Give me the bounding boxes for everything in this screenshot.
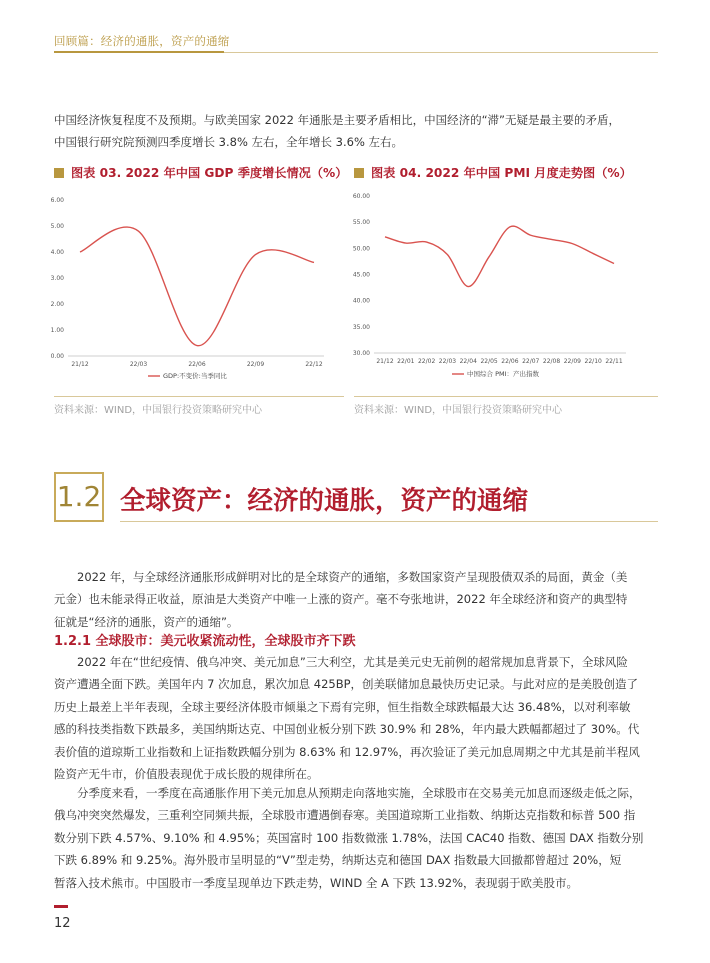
y-tick-label: 30.00 bbox=[352, 350, 370, 357]
x-tick-label: 22/10 bbox=[584, 358, 602, 365]
section-paragraph bbox=[54, 566, 658, 633]
x-tick-label: 22/07 bbox=[522, 358, 540, 365]
intro-paragraph bbox=[54, 109, 658, 154]
x-tick-label: 22/04 bbox=[459, 358, 477, 365]
paragraph-line: 险资产无牛市，价值股表现优于成长股的规律所在。 bbox=[54, 767, 319, 782]
y-tick-label: 5.00 bbox=[50, 223, 64, 230]
y-tick-label: 60.00 bbox=[352, 193, 370, 200]
section-number: 1.2 bbox=[54, 472, 104, 522]
paragraph-line: 暂落入技术熊市。中国股市一季度呈现单边下跌走势，WIND 全 A 下跌 13.92%，表现弱于欧美股市。 bbox=[54, 875, 579, 890]
y-tick-label: 35.00 bbox=[352, 323, 370, 331]
x-tick-label: 22/03 bbox=[129, 361, 148, 368]
legend-label: 中国综合 PMI：产出指数 bbox=[467, 370, 540, 378]
series-line bbox=[385, 226, 614, 286]
x-tick-label: 21/12 bbox=[71, 361, 89, 368]
chart-title-marker bbox=[54, 168, 64, 178]
footer-accent-mark bbox=[54, 905, 68, 908]
intro-line: 中国经济恢复程度不及预期。与欧美国家 2022 年通胀是主要矛盾相比，中国经济的“滞”无疑是最主要的矛盾， bbox=[54, 113, 620, 127]
x-tick-label: 22/11 bbox=[605, 358, 623, 365]
y-tick-label: 0.00 bbox=[50, 353, 64, 360]
chart-03-title bbox=[54, 164, 347, 181]
section-title: 全球资产：经济的通胀，资产的通缩 bbox=[120, 486, 529, 516]
chart-04-title bbox=[354, 164, 632, 181]
paragraph-line: 2022 年在“世纪疫情、俄乌冲突、美元加息”三大利空，尤其是美元史无前例的超常规加息背景下，全球风险 bbox=[77, 655, 628, 669]
x-tick-label: 22/05 bbox=[480, 358, 498, 365]
chart-03-title-text: 图表 03. 2022 年中国 GDP 季度增长情况（%） bbox=[71, 166, 348, 180]
x-tick-label: 22/02 bbox=[417, 358, 436, 365]
chart-04-title-text: 图表 04. 2022 年中国 PMI 月度走势图（%） bbox=[371, 166, 632, 180]
chart-title-marker bbox=[354, 168, 364, 178]
x-tick-label: 22/06 bbox=[501, 358, 519, 365]
paragraph-line: 感的科技类指数下跌最多，美国纳斯达克、中国创业板分别下跌 30.9% 和 28%，年内最大跌幅都超过了 30%。代 bbox=[54, 722, 640, 737]
paragraph-line: 征就是“经济的通胀，资产的通缩”。 bbox=[54, 614, 239, 629]
paragraph-line: 分季度来看，一季度在高通胀作用下美元加息从预期走向落地实施，全球股市在交易美元加息而逐级走低之际， bbox=[77, 786, 641, 800]
x-tick-label: 22/06 bbox=[188, 361, 206, 368]
y-tick-label: 40.00 bbox=[352, 297, 370, 305]
paragraph-line: 下跌 6.89% 和 9.25%。海外股市呈明显的“V”型走势，纳斯达克和德国 DAX 指数最大回撤都曾超过 20%，短 bbox=[54, 853, 622, 868]
x-tick-label: 22/01 bbox=[397, 358, 415, 365]
paragraph-line: 数分别下跌 4.57%、9.10% 和 4.95%；英国富时 100 指数微涨 1.78%，法国 CAC40 指数、德国 DAX 指数分别 bbox=[54, 830, 644, 845]
chart-03-source: 资料来源：WIND，中国银行投资策略研究中心 bbox=[54, 405, 263, 416]
subsection-paragraph-2 bbox=[54, 782, 658, 894]
paragraph-line: 表价值的道琼斯工业指数和上证指数跌幅分别为 8.63% 和 12.97%，再次验证了美元加息周期之中尤其是前半程风 bbox=[54, 744, 640, 759]
y-tick-label: 45.00 bbox=[352, 271, 370, 279]
paragraph-line: 资产遭遇全面下跌。美国年内 7 次加息，累次加息 425BP，创美联储加息最快历史记录。与此对应的是美股创造了 bbox=[54, 677, 639, 692]
subsection-title: 1.2.1 全球股市：美元收紧流动性，全球股市齐下跌 bbox=[54, 634, 356, 649]
chart-04-source: 资料来源：WIND，中国银行投资策略研究中心 bbox=[354, 405, 563, 416]
paragraph-line: 历史上最差上半年表现，全球主要经济体股市倾巢之下焉有完卵，恒生指数全球跌幅最大达 36.48%，以对利率敏 bbox=[54, 699, 631, 714]
pmi-monthly-chart bbox=[354, 186, 658, 386]
x-tick-label: 22/09 bbox=[563, 358, 582, 365]
legend-label: GDP:不变价:当季同比 bbox=[163, 372, 227, 380]
paragraph-line: 元金）也未能录得正收益，原油是大类资产中唯一上涨的资产。毫不夸张地讲，2022 年全球经济和资产的典型特 bbox=[54, 592, 628, 607]
x-tick-label: 21/12 bbox=[376, 358, 394, 365]
y-tick-label: 2.00 bbox=[50, 301, 64, 308]
gdp-quarterly-chart bbox=[50, 186, 344, 386]
paragraph-line: 俄乌冲突突然爆发，三重利空同频共振，全球股市遭遇倒春寒。美国道琼斯工业指数、纳斯达克指数和标普 500 指 bbox=[54, 808, 636, 823]
y-tick-label: 6.00 bbox=[50, 197, 64, 204]
x-tick-label: 22/08 bbox=[542, 358, 561, 365]
header-divider-accent bbox=[54, 51, 224, 53]
chart-03-source-divider bbox=[54, 396, 344, 397]
subsection-paragraph-1 bbox=[54, 651, 658, 785]
x-tick-label: 22/09 bbox=[246, 361, 265, 368]
running-header-title: 回顾篇：经济的通胀，资产的通缩 bbox=[54, 34, 230, 48]
y-tick-label: 55.00 bbox=[352, 219, 370, 227]
series-line bbox=[80, 227, 314, 346]
x-tick-label: 22/03 bbox=[438, 358, 457, 365]
section-divider bbox=[120, 521, 658, 522]
x-tick-label: 22/12 bbox=[305, 361, 323, 368]
paragraph-line: 2022 年，与全球经济通胀形成鲜明对比的是全球资产的通缩，多数国家资产呈现股债双杀的局面，黄金（美 bbox=[77, 570, 628, 584]
y-tick-label: 4.00 bbox=[50, 249, 64, 256]
y-tick-label: 3.00 bbox=[50, 275, 64, 282]
chart-04-source-divider bbox=[354, 396, 658, 397]
intro-line: 中国银行研究院预测四季度增长 3.8% 左右，全年增长 3.6% 左右。 bbox=[54, 135, 404, 150]
y-tick-label: 50.00 bbox=[352, 245, 370, 253]
y-tick-label: 1.00 bbox=[50, 327, 64, 334]
page-number: 12 bbox=[54, 916, 71, 931]
